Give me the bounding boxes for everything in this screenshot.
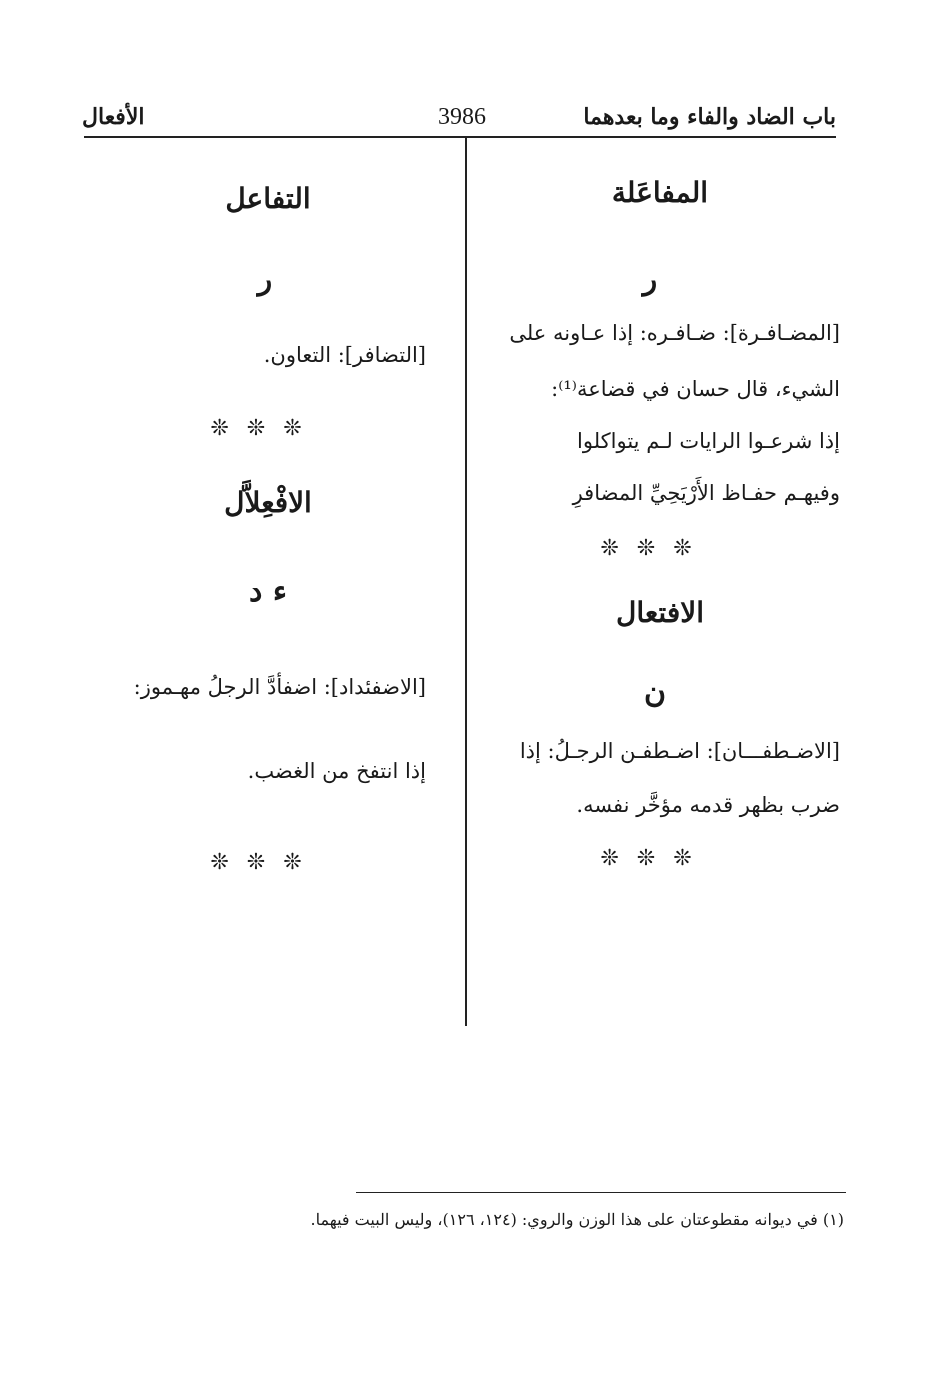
right-entry-mudafara-line1: [المضـافـرة]: ضـافـره: إذا عـاونه على: [509, 321, 840, 345]
left-root-letters-hamza-dal: ء د: [249, 574, 287, 609]
right-verse-line1: إذا شرعـوا الرايات لـم يتواكلوا: [577, 429, 840, 453]
right-entry-mudafara-line2: الشيء، قال حسان في قضاعة⁽¹⁾:: [551, 377, 840, 401]
footnote-text: (١) في ديوانه مقطوعتان على هذا الوزن والروي: (١٢٤، ١٢٦)، وليس البيت فيهما.: [310, 1210, 844, 1229]
left-root-letter-ra: ر: [257, 262, 273, 297]
left-separator-stars-2: ❊❊❊: [210, 850, 320, 875]
running-head-section: الأفعال: [82, 104, 145, 130]
left-heading-tafaul: التفاعل: [225, 182, 311, 215]
column-divider: [465, 138, 467, 1026]
left-entry-tadafur: [التضافر]: التعاون.: [263, 343, 426, 367]
right-separator-stars-1: ❊❊❊: [600, 536, 710, 561]
right-heading-iftial: الافتعال: [616, 596, 704, 629]
left-entry-idfidad-line1: [الاضفئداد]: اضفأدَّ الرجلُ مهـموز:: [133, 675, 426, 699]
right-entry-idtifan-line1: [الاضـطفـــان]: اضـطفـن الرجـلُ: إذا: [519, 739, 840, 763]
right-root-letter-nun: ن: [643, 675, 667, 710]
left-heading-ifilal: الافْعِلاَّل: [224, 486, 312, 519]
running-head-chapter: باب الضاد والفاء وما بعدهما: [583, 104, 836, 130]
right-heading-mufaala: المفاعَلة: [611, 176, 709, 209]
left-separator-stars-1: ❊❊❊: [210, 416, 320, 441]
left-entry-idfidad-line2: إذا انتفخ من الغضب.: [247, 759, 426, 783]
right-verse-line2: وفيهـم حفـاظ الأَرْيَحِيِّ المضافرِ: [572, 481, 840, 505]
right-root-letter-ra: ر: [642, 262, 658, 297]
right-separator-stars-2: ❊❊❊: [600, 846, 710, 871]
header-rule: [84, 136, 836, 138]
page-number: 3986: [438, 104, 486, 130]
right-entry-idtifan-line2: ضرب بظهر قدمه مؤخَّر نفسه.: [576, 793, 840, 817]
footnote-rule: [356, 1192, 846, 1193]
